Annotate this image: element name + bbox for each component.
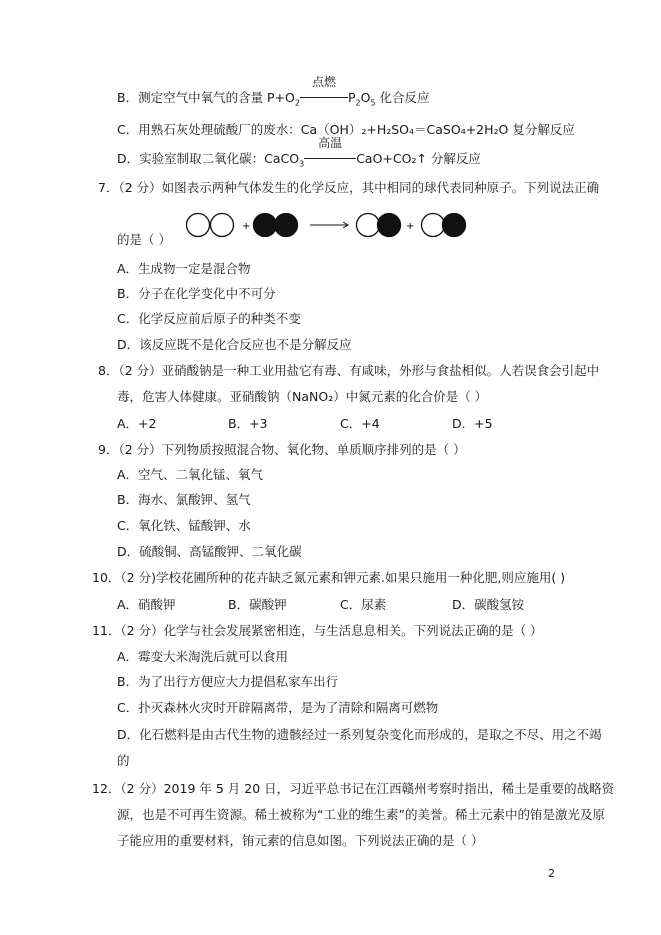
- product-o: O: [360, 90, 371, 105]
- q9-stem: 9．（2 分）下列物质按照混合物、氧化物、单质顺序排列的是（ ）: [98, 442, 466, 457]
- reaction-condition: [300, 75, 348, 107]
- subscript: 2: [294, 98, 300, 108]
- q12-stem-cont-2: 子能应用的重要材料，铕元素的信息如图。下列说法正确的是（ ）: [117, 833, 484, 848]
- q11-option-a: A．霉变大米淘洗后就可以食用: [117, 649, 289, 664]
- q7-stem-cont: 的是（ ）: [117, 232, 171, 247]
- product-molecule-1: [357, 214, 401, 237]
- q11-option-c: C．扑灭森林火灾时开辟隔离带，是为了清除和隔离可燃物: [117, 700, 439, 715]
- subscript: 2: [355, 98, 361, 108]
- q7-stem: 7．（2 分）如图表示两种气体发生的化学反应，其中相同的球代表同种原子。下列说法正确: [98, 180, 600, 195]
- plus-sign-2: +: [406, 221, 415, 232]
- q7-option-b: B．分子在化学变化中不可分: [117, 286, 276, 301]
- q6-option-c: C．用熟石灰处理硫酸厂的废水：Ca（OH）₂+H₂SO₄＝CaSO₄+2H₂O 复分解反应: [117, 122, 575, 137]
- q8-option-b: B．+3: [228, 416, 268, 431]
- condition-label: 点燃: [311, 75, 336, 89]
- q8-stem: 8．（2 分）亚硝酸钠是一种工业用盐它有毒、有咸味，外形与食盐相似。人若误食会引起中: [98, 363, 600, 378]
- condition-label: 高温: [318, 136, 343, 150]
- reaction-type: 化合反应: [375, 90, 430, 105]
- reaction-arrow: [310, 222, 348, 228]
- q12-stem: 12．（2 分）2019 年 5 月 20 日，习近平总书记在江西赣州考察时指出，稀土是重要的战略资: [92, 781, 615, 796]
- q9-option-a: A．空气、二氧化锰、氧气: [117, 467, 264, 482]
- q11-stem: 11．（2 分）化学与社会发展紧密相连，与生活息息相关。下列说法正确的是（ ）: [92, 623, 543, 638]
- product-molecule-2: [422, 214, 466, 237]
- q9-option-d: D．硫酸铜、高锰酸钾、二氧化碳: [117, 544, 302, 559]
- q10-option-b: B．碳酸钾: [228, 597, 287, 612]
- reactant-white-molecule: [187, 214, 234, 237]
- q8-stem-cont: 毒，危害人体健康。亚硝酸钠（NaNO₂）中氮元素的化合价是（ ）: [117, 389, 488, 404]
- reaction-line: [300, 97, 348, 98]
- reactant-black-molecule: [254, 214, 298, 237]
- molecule-reaction-diagram: [178, 207, 478, 247]
- q10-stem: 10．（2 分)学校花圃所种的花卉缺乏氮元素和钾元素.如果只施用一种化肥,则应施用( ): [92, 570, 566, 585]
- page-number: 2: [548, 867, 555, 880]
- q10-option-d: D．碳酸氢铵: [452, 597, 525, 612]
- q9-option-b: B．海水、氯酸钾、氢气: [117, 492, 251, 507]
- q11-option-b: B．为了出行方便应大力提倡私家车出行: [117, 674, 339, 689]
- q11-option-d-cont: 的: [117, 753, 130, 768]
- reaction-line: [304, 158, 356, 159]
- q6-option-b: [117, 75, 430, 113]
- q7-option-a: A．生成物一定是混合物: [117, 261, 251, 276]
- q10-option-a: A．硝酸钾: [117, 597, 176, 612]
- q12-stem-cont-1: 源，也是不可再生资源。稀土被称为“工业的维生素”的美誉。稀土元素中的铕是激光及原: [117, 807, 605, 822]
- q6-option-b-text: B．测定空气中氧气的含量 P+O: [117, 90, 295, 105]
- plus-sign-1: +: [242, 221, 251, 232]
- q8-option-c: C．+4: [340, 416, 380, 431]
- subscript: 3: [299, 159, 305, 169]
- q6-option-d: [117, 136, 481, 174]
- q8-option-d: D．+5: [452, 416, 493, 431]
- reaction-condition: [304, 136, 356, 168]
- q6-option-d-text: D．实验室制取二氧化碳：CaCO: [117, 151, 300, 166]
- q10-option-c: C．尿素: [340, 597, 387, 612]
- reaction-type: CaO+CO₂↑ 分解反应: [356, 151, 481, 166]
- product-p: P: [348, 90, 356, 105]
- q7-option-d: D．该反应既不是化合反应也不是分解反应: [117, 337, 352, 352]
- q8-option-a: A．+2: [117, 416, 157, 431]
- q7-option-c: C．化学反应前后原子的种类不变: [117, 311, 301, 326]
- q11-option-d: D．化石燃料是由古代生物的遗骸经过一系列复杂变化而形成的，是取之不尽、用之不竭: [117, 727, 602, 742]
- q9-option-c: C．氧化铁、锰酸钾、水: [117, 518, 251, 533]
- subscript: 5: [370, 98, 376, 108]
